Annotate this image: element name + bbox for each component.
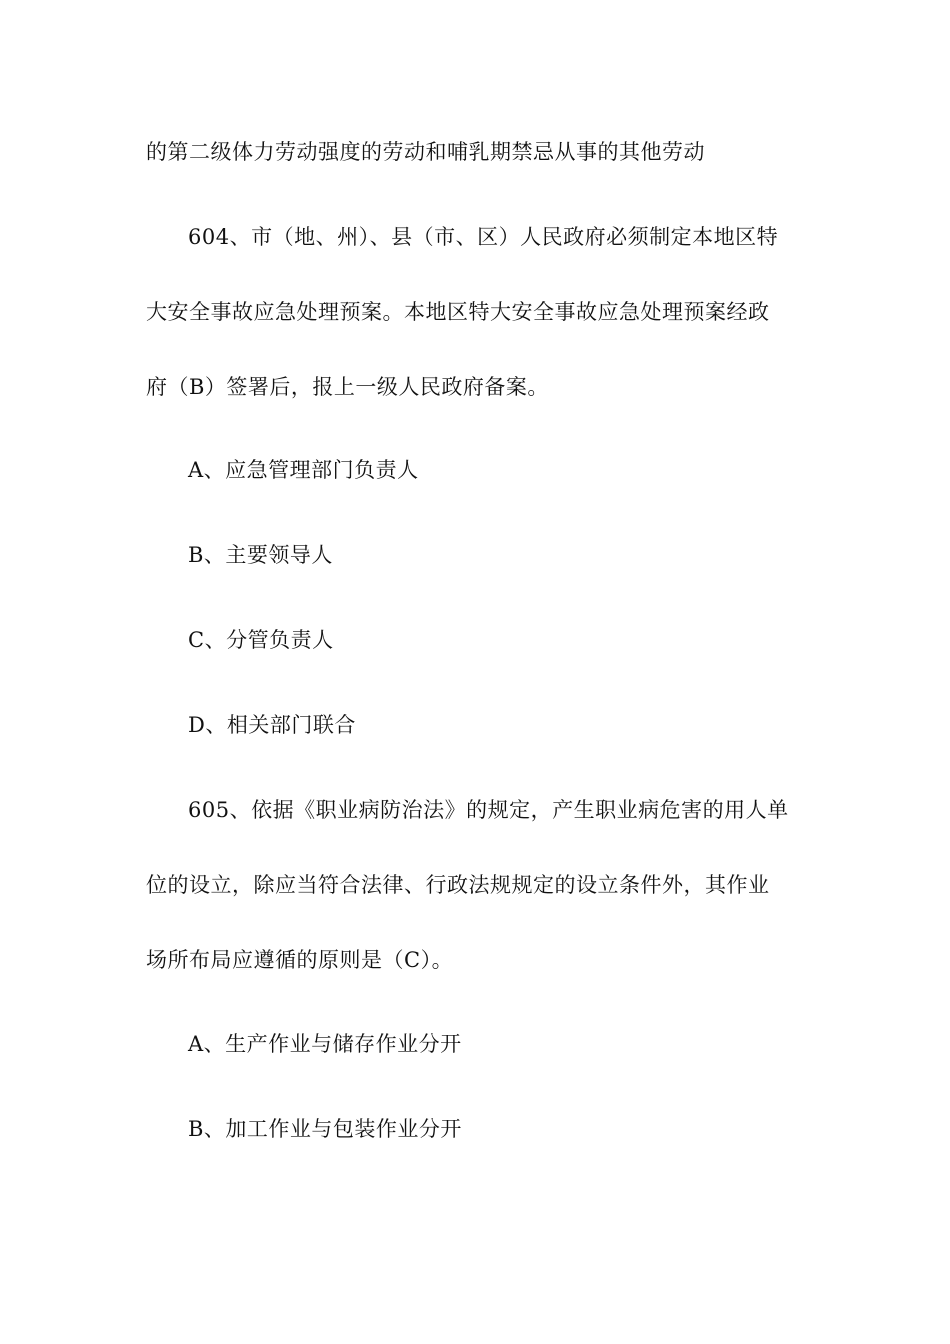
question-604-line-2: 大安全事故应急处理预案。本地区特大安全事故应急处理预案经政	[146, 300, 770, 324]
question-605-line-3: 场所布局应遵循的原则是（C）。	[146, 948, 454, 972]
question-604-line-3: 府（B）签署后，报上一级人民政府备案。	[146, 375, 549, 399]
question-604-option-a: A、应急管理部门负责人	[188, 458, 419, 482]
question-605-line-2: 位的设立，除应当符合法律、行政法规规定的设立条件外，其作业	[146, 873, 770, 897]
question-604-option-b: B、主要领导人	[188, 543, 333, 567]
question-605-line-1: 605、依据《职业病防治法》的规定，产生职业病危害的用人单	[188, 798, 789, 822]
question-604-line-1: 604、市（地、州）、县（市、区）人民政府必须制定本地区特	[188, 225, 779, 249]
text-line-continuation: 的第二级体力劳动强度的劳动和哺乳期禁忌从事的其他劳动	[146, 140, 705, 164]
question-605-option-b: B、加工作业与包装作业分开	[188, 1117, 462, 1141]
question-604-option-d: D、相关部门联合	[188, 713, 356, 737]
question-605-option-a: A、生产作业与储存作业分开	[188, 1032, 462, 1056]
question-604-option-c: C、分管负责人	[188, 628, 334, 652]
